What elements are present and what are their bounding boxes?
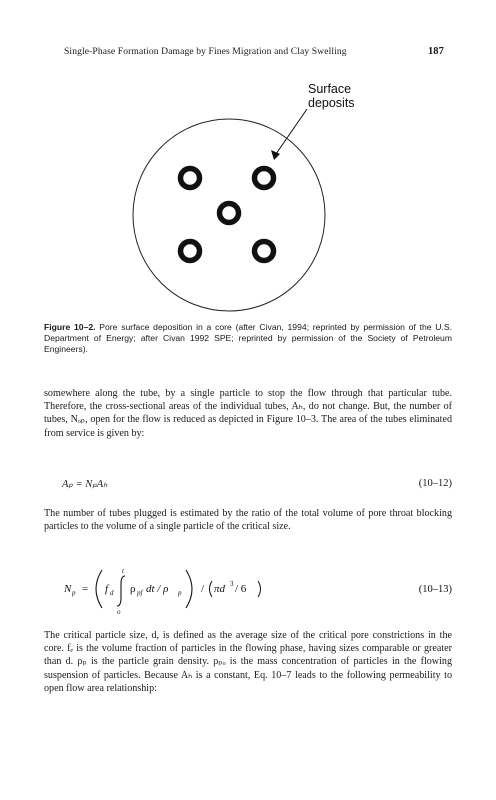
eq13-six: / 6 [235, 583, 247, 595]
integral-upper-limit: t [122, 567, 124, 575]
eq13-cube: 3 [230, 580, 234, 588]
annotation-deposits: deposits [308, 96, 355, 110]
figure-10-2 [110, 70, 410, 320]
pore-ring [181, 169, 200, 188]
pore-ring [181, 242, 200, 261]
equation-10-12-number: (10–12) [418, 478, 452, 489]
right-paren [186, 570, 192, 608]
integral-sign [117, 576, 125, 606]
pore-ring [255, 169, 274, 188]
running-title: Single-Phase Formation Damage by Fines Migration and Clay Swelling [64, 46, 347, 57]
paragraph-1 [44, 387, 452, 440]
eq13-rho-sub: pf [137, 589, 143, 597]
left-paren [96, 570, 102, 608]
paragraph-1-text: somewhere along the tube, by a single particle to stop the flow through that particular tube. Therefore, the cross-sectional areas of the individual tubes, Aₕ, do not change. But, the number of tubes, Nₒₚ, open for the flow is reduced as depicted in Figure 10–3. The area of the tubes eliminated from service is given by: [44, 388, 452, 439]
eq13-lhs: N [64, 583, 72, 595]
pore-rings [181, 169, 274, 261]
eq13-f-sub: d [110, 589, 114, 597]
eq13-pi-d: πd [214, 583, 226, 595]
equation-10-12-expression: Aₚ = NₚAₕ [62, 479, 108, 490]
figure-caption [44, 322, 452, 356]
page-number: 187 [427, 46, 444, 57]
pore-ring [220, 204, 239, 223]
equation-10-13 [44, 556, 452, 616]
caption-label: Figure 10–2. [44, 322, 96, 332]
paragraph-2 [44, 507, 452, 533]
equation-10-12 [44, 478, 452, 498]
core-cross-section [133, 119, 325, 311]
eq13-f: f [105, 583, 109, 595]
small-right-paren [258, 581, 261, 597]
small-left-paren [210, 581, 213, 597]
eq13-rho: ρ [130, 583, 136, 595]
caption-text: Pore surface deposition in a core (after Civan, 1994; reprinted by permission of the U.S. Department of Energy; after Civan 1992 SPE; reprinted by permission of the Society of Petroleum Engineers). [44, 322, 452, 355]
annotation-arrowhead [271, 150, 280, 160]
eq13-dt: dt / ρ [146, 583, 169, 595]
pore-ring [255, 242, 274, 261]
eq13-equals: = [82, 583, 89, 595]
paragraph-3 [44, 629, 452, 695]
eq13-divide: / [201, 583, 205, 595]
eq13-rho-p-sub: p [178, 589, 182, 597]
annotation-surface: Surface [308, 82, 352, 96]
paragraph-2-text: The number of tubes plugged is estimated by the ratio of the total volume of pore throat blocking particles to the volume of a single particle of the critical size. [44, 508, 452, 533]
equation-10-13-number: (10–13) [418, 584, 452, 595]
paragraph-3-text: The critical particle size, d, is defined as the average size of the critical pore constrictions in the core. fₑ is the volume fraction of particles in the flowing phase, having sizes comparable or greater than d. ρₚ is the particle grain density. ρₚₒ is the mass concentration of particles in the flowing suspension of particles. Because Aₕ is a constant, Eq. 10–7 leads to the following permeability to open flow area relationship: [44, 630, 452, 694]
integral-lower-limit: o [117, 608, 121, 616]
annotation-arrow-line [276, 109, 307, 154]
eq13-lhs-sub: p [72, 589, 76, 597]
